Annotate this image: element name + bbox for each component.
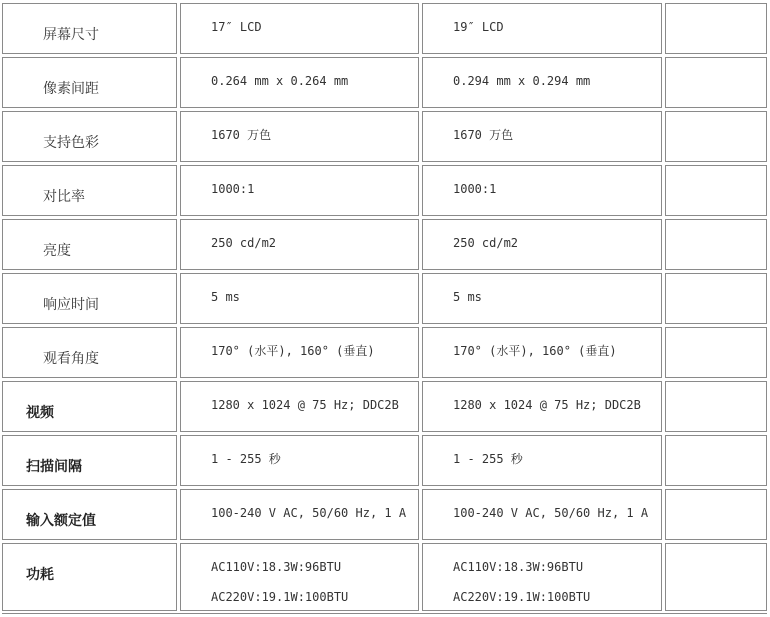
table-row <box>0 219 770 270</box>
value-text: AC220V:19.1W:100BTU <box>453 590 591 604</box>
table-row <box>0 435 770 486</box>
table-row <box>0 57 770 108</box>
row-label: 扫描间隔 <box>26 459 82 475</box>
value-cell <box>180 381 419 432</box>
row-label: 输入额定值 <box>26 513 96 529</box>
value-cell <box>180 435 419 486</box>
empty-cell <box>665 327 767 378</box>
value-text: 1 - 255 秒 <box>453 452 523 466</box>
empty-cell <box>665 57 767 108</box>
value-cell <box>180 489 419 540</box>
value-text: 1000:1 <box>453 182 497 196</box>
value-cell <box>180 57 419 108</box>
table-row <box>0 165 770 216</box>
value-cell <box>180 111 419 162</box>
value-cell <box>422 489 662 540</box>
table-row <box>0 489 770 540</box>
value-cell <box>422 273 662 324</box>
value-text: 0.264 mm x 0.264 mm <box>211 74 349 88</box>
value-cell <box>180 3 419 54</box>
table-bottom-border <box>2 613 767 614</box>
value-text: 1000:1 <box>211 182 255 196</box>
row-label-cell <box>2 543 177 611</box>
value-cell <box>422 219 662 270</box>
row-label: 屏幕尺寸 <box>43 27 99 43</box>
value-cell <box>422 111 662 162</box>
value-cell <box>180 219 419 270</box>
empty-cell <box>665 111 767 162</box>
row-label-cell <box>2 489 177 540</box>
value-cell <box>422 327 662 378</box>
empty-cell <box>665 489 767 540</box>
value-text: 17″ LCD <box>211 20 262 34</box>
value-cell <box>180 543 419 611</box>
value-text: 100-240 V AC, 50/60 Hz, 1 A <box>453 506 649 520</box>
empty-cell <box>665 165 767 216</box>
value-text: 1670 万色 <box>453 128 514 142</box>
value-cell <box>180 273 419 324</box>
table-row <box>0 543 770 611</box>
empty-cell <box>665 435 767 486</box>
value-cell <box>422 3 662 54</box>
row-label-cell <box>2 57 177 108</box>
row-label-cell <box>2 111 177 162</box>
row-label: 响应时间 <box>43 297 99 313</box>
table-row <box>0 273 770 324</box>
table-row <box>0 327 770 378</box>
row-label-cell <box>2 165 177 216</box>
value-cell <box>422 543 662 611</box>
row-label-cell <box>2 273 177 324</box>
empty-cell <box>665 273 767 324</box>
value-text: 250 cd/m2 <box>453 236 519 250</box>
value-text: 170° (水平), 160° (垂直) <box>453 344 617 358</box>
row-label: 视频 <box>26 405 54 421</box>
value-text: 5 ms <box>211 290 240 304</box>
value-cell <box>422 381 662 432</box>
row-label: 功耗 <box>26 567 54 583</box>
table-row <box>0 3 770 54</box>
table-row <box>0 111 770 162</box>
row-label-cell <box>2 3 177 54</box>
row-label: 支持色彩 <box>43 135 99 151</box>
row-label-cell <box>2 435 177 486</box>
row-label: 对比率 <box>43 189 85 205</box>
value-text: 1 - 255 秒 <box>211 452 281 466</box>
row-label: 亮度 <box>43 243 71 259</box>
row-label: 观看角度 <box>43 351 99 367</box>
empty-cell <box>665 3 767 54</box>
value-text: 1280 x 1024 @ 75 Hz; DDC2B <box>211 398 399 412</box>
value-text: 19″ LCD <box>453 20 504 34</box>
row-label: 像素间距 <box>43 81 99 97</box>
value-text: 250 cd/m2 <box>211 236 277 250</box>
row-label-cell <box>2 381 177 432</box>
value-text: AC110V:18.3W:96BTU <box>453 560 584 574</box>
value-cell <box>422 165 662 216</box>
row-label-cell <box>2 327 177 378</box>
value-cell <box>180 327 419 378</box>
value-text: 100-240 V AC, 50/60 Hz, 1 A <box>211 506 407 520</box>
value-text: 5 ms <box>453 290 482 304</box>
value-cell <box>422 435 662 486</box>
row-label-cell <box>2 219 177 270</box>
value-cell <box>422 57 662 108</box>
table-row <box>0 381 770 432</box>
empty-cell <box>665 381 767 432</box>
value-text: 0.294 mm x 0.294 mm <box>453 74 591 88</box>
value-text: 1670 万色 <box>211 128 272 142</box>
empty-cell <box>665 543 767 611</box>
value-cell <box>180 165 419 216</box>
value-text: AC220V:19.1W:100BTU <box>211 590 349 604</box>
value-text: 170° (水平), 160° (垂直) <box>211 344 375 358</box>
value-text: AC110V:18.3W:96BTU <box>211 560 342 574</box>
empty-cell <box>665 219 767 270</box>
value-text: 1280 x 1024 @ 75 Hz; DDC2B <box>453 398 641 412</box>
